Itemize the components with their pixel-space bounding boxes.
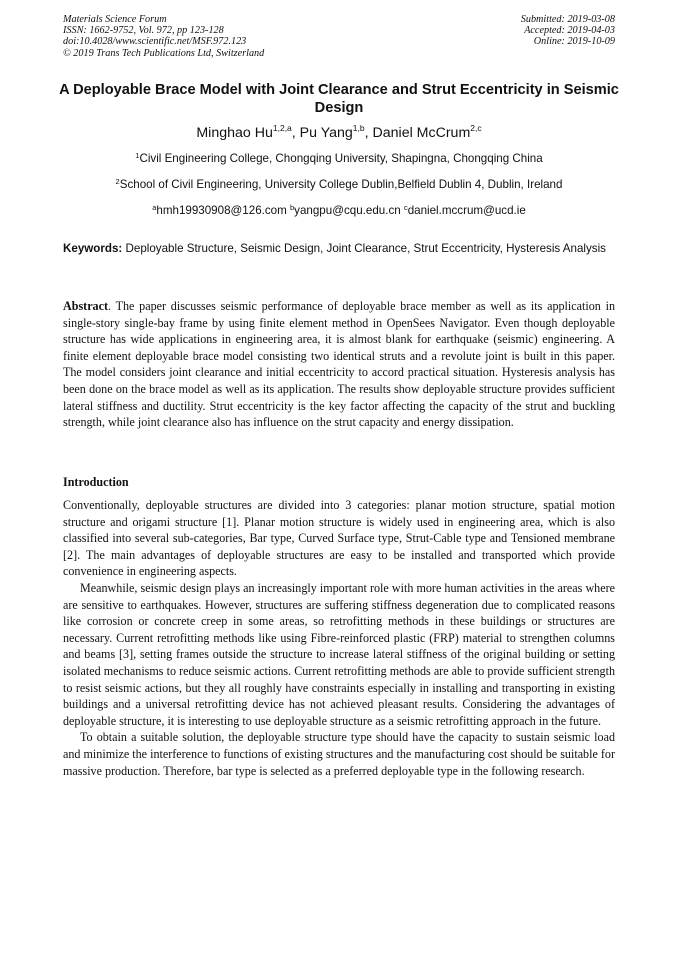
email-address[interactable]: yangpu@cqu.edu.cn [294,204,404,217]
affiliation-superscript: 1 [135,151,140,160]
email-superscript: a [152,203,157,212]
abstract-block [63,298,615,431]
keywords-label: Keywords: [63,242,123,255]
keywords-text: Deployable Structure, Seismic Design, Joint Clearance, Strut Eccentricity, Hysteresis Analysis [122,242,606,255]
email-address[interactable]: daniel.mccrum@ucd.ie [407,204,526,217]
author-superscript: 1,2,a [272,123,292,133]
author-separator: , [364,125,373,141]
copyright-line: © 2019 Trans Tech Publications Ltd, Switzerland [63,47,265,59]
affiliation-text: Civil Engineering College, Chongqing University, Shapingna, Chongqing China [139,152,543,165]
submitted-date: Submitted: 2019-03-08 [520,14,615,25]
paper-title: A Deployable Brace Model with Joint Clearance and Strut Eccentricity in Seismic Design [59,82,619,116]
introduction-body [63,497,615,779]
email-list [0,204,678,218]
paragraph: Meanwhile, seismic design plays an increasingly important role with more human activities in the areas where are sensitive to earthquakes. However, structures are suffering stiffness degeneration due to complicated reasons like corrosion or concrete creep in some areas, so retrofitting methods in these buildings or structures are necessary. Current retrofitting methods like using Fibre-reinforced plastic (FRP) material to strengthen columns and beams [3], setting frames outside the structure to increase lateral stiffness of the original building or setting isolated mechanisms to reduce seismic actions. Current retrofitting methods are able to provide sufficient strength to resist seismic actions, but they all roughly have constraints especially in installing and transporting in existing buildings and a universal retrofitting device has not achieved pleasant results. Considering the advantages of deployable structure, it is interesting to use deployable structure as a seismic retrofitting approach in the future. [63,580,615,728]
doi-line: doi:10.4028/www.scientific.net/MSF.972.123 [63,36,247,48]
affiliation-text: School of Civil Engineering, University College Dublin,Belfield Dublin 4, Dublin, Ireland [119,178,563,191]
affiliation-superscript: 2 [115,177,120,186]
paragraph: To obtain a suitable solution, the deployable structure type should have the capacity to sustain seismic load and minimize the interference to functions of existing structures and the manufacturing cost should be suitable for massive production. Therefore, bar type is selected as a preferred deployable type in the following research. [63,730,615,778]
online-date: Online: 2019-10-09 [533,36,615,48]
abstract-label: Abstract [63,299,109,313]
author-superscript: 2,c [470,123,482,133]
author-name: Pu Yang [299,125,353,141]
header-right [521,14,615,48]
author-list [0,124,678,142]
email-superscript: b [290,203,295,212]
keywords-block [63,240,615,258]
accepted-date: Accepted: 2019-04-03 [524,25,615,37]
journal-name: Materials Science Forum [63,14,167,25]
author-name: Minghao Hu [196,125,273,141]
header-left [63,14,264,59]
email-address[interactable]: hmh19930908@126.com [156,204,290,217]
abstract-text: . The paper discusses seismic performance of deployable brace member as well as its application in single-story single-bay frame by using finite element method in OpenSees Navigator. Even though deployable structure has wide applications in engineering area, it is almost blank for earthquake (seismic) engineering. A finite element deployable brace model consisting two identical struts and a revolute joint is built in this paper. The model considers joint clearance and initial eccentricity to accord practical situation. Hysteresis analysis has been done on the brace model as well as its application. The results show deployable structure provides sufficient lateral stiffness and ductility. Strut eccentricity is the key factor affecting the capacity of the strut and buckling strength, while joint clearance also has influence on the strut capacity and energy dissipation. [63,299,615,430]
issn-line: ISSN: 1662-9752, Vol. 972, pp 123-128 [63,25,224,37]
introduction-heading: Introduction [63,475,129,489]
affiliation-2 [0,178,678,192]
paragraph: Conventionally, deployable structures are divided into 3 categories: planar motion structure, spatial motion structure and origami structure [1]. Planar motion structure is widely used in engineering area, which is also classified into several sub-categories, Bar type, Curved Surface type, Strut-Cable type and Tensioned membrane [2]. The main advantages of deployable structures are easy to be installed and transported which provide convenience in engineering aspects. [63,498,615,579]
author-separator: , [291,125,300,141]
affiliation-1 [0,152,678,166]
author-name: Daniel McCrum [372,125,471,141]
email-superscript: c [403,203,408,212]
author-superscript: 1,b [352,123,365,133]
